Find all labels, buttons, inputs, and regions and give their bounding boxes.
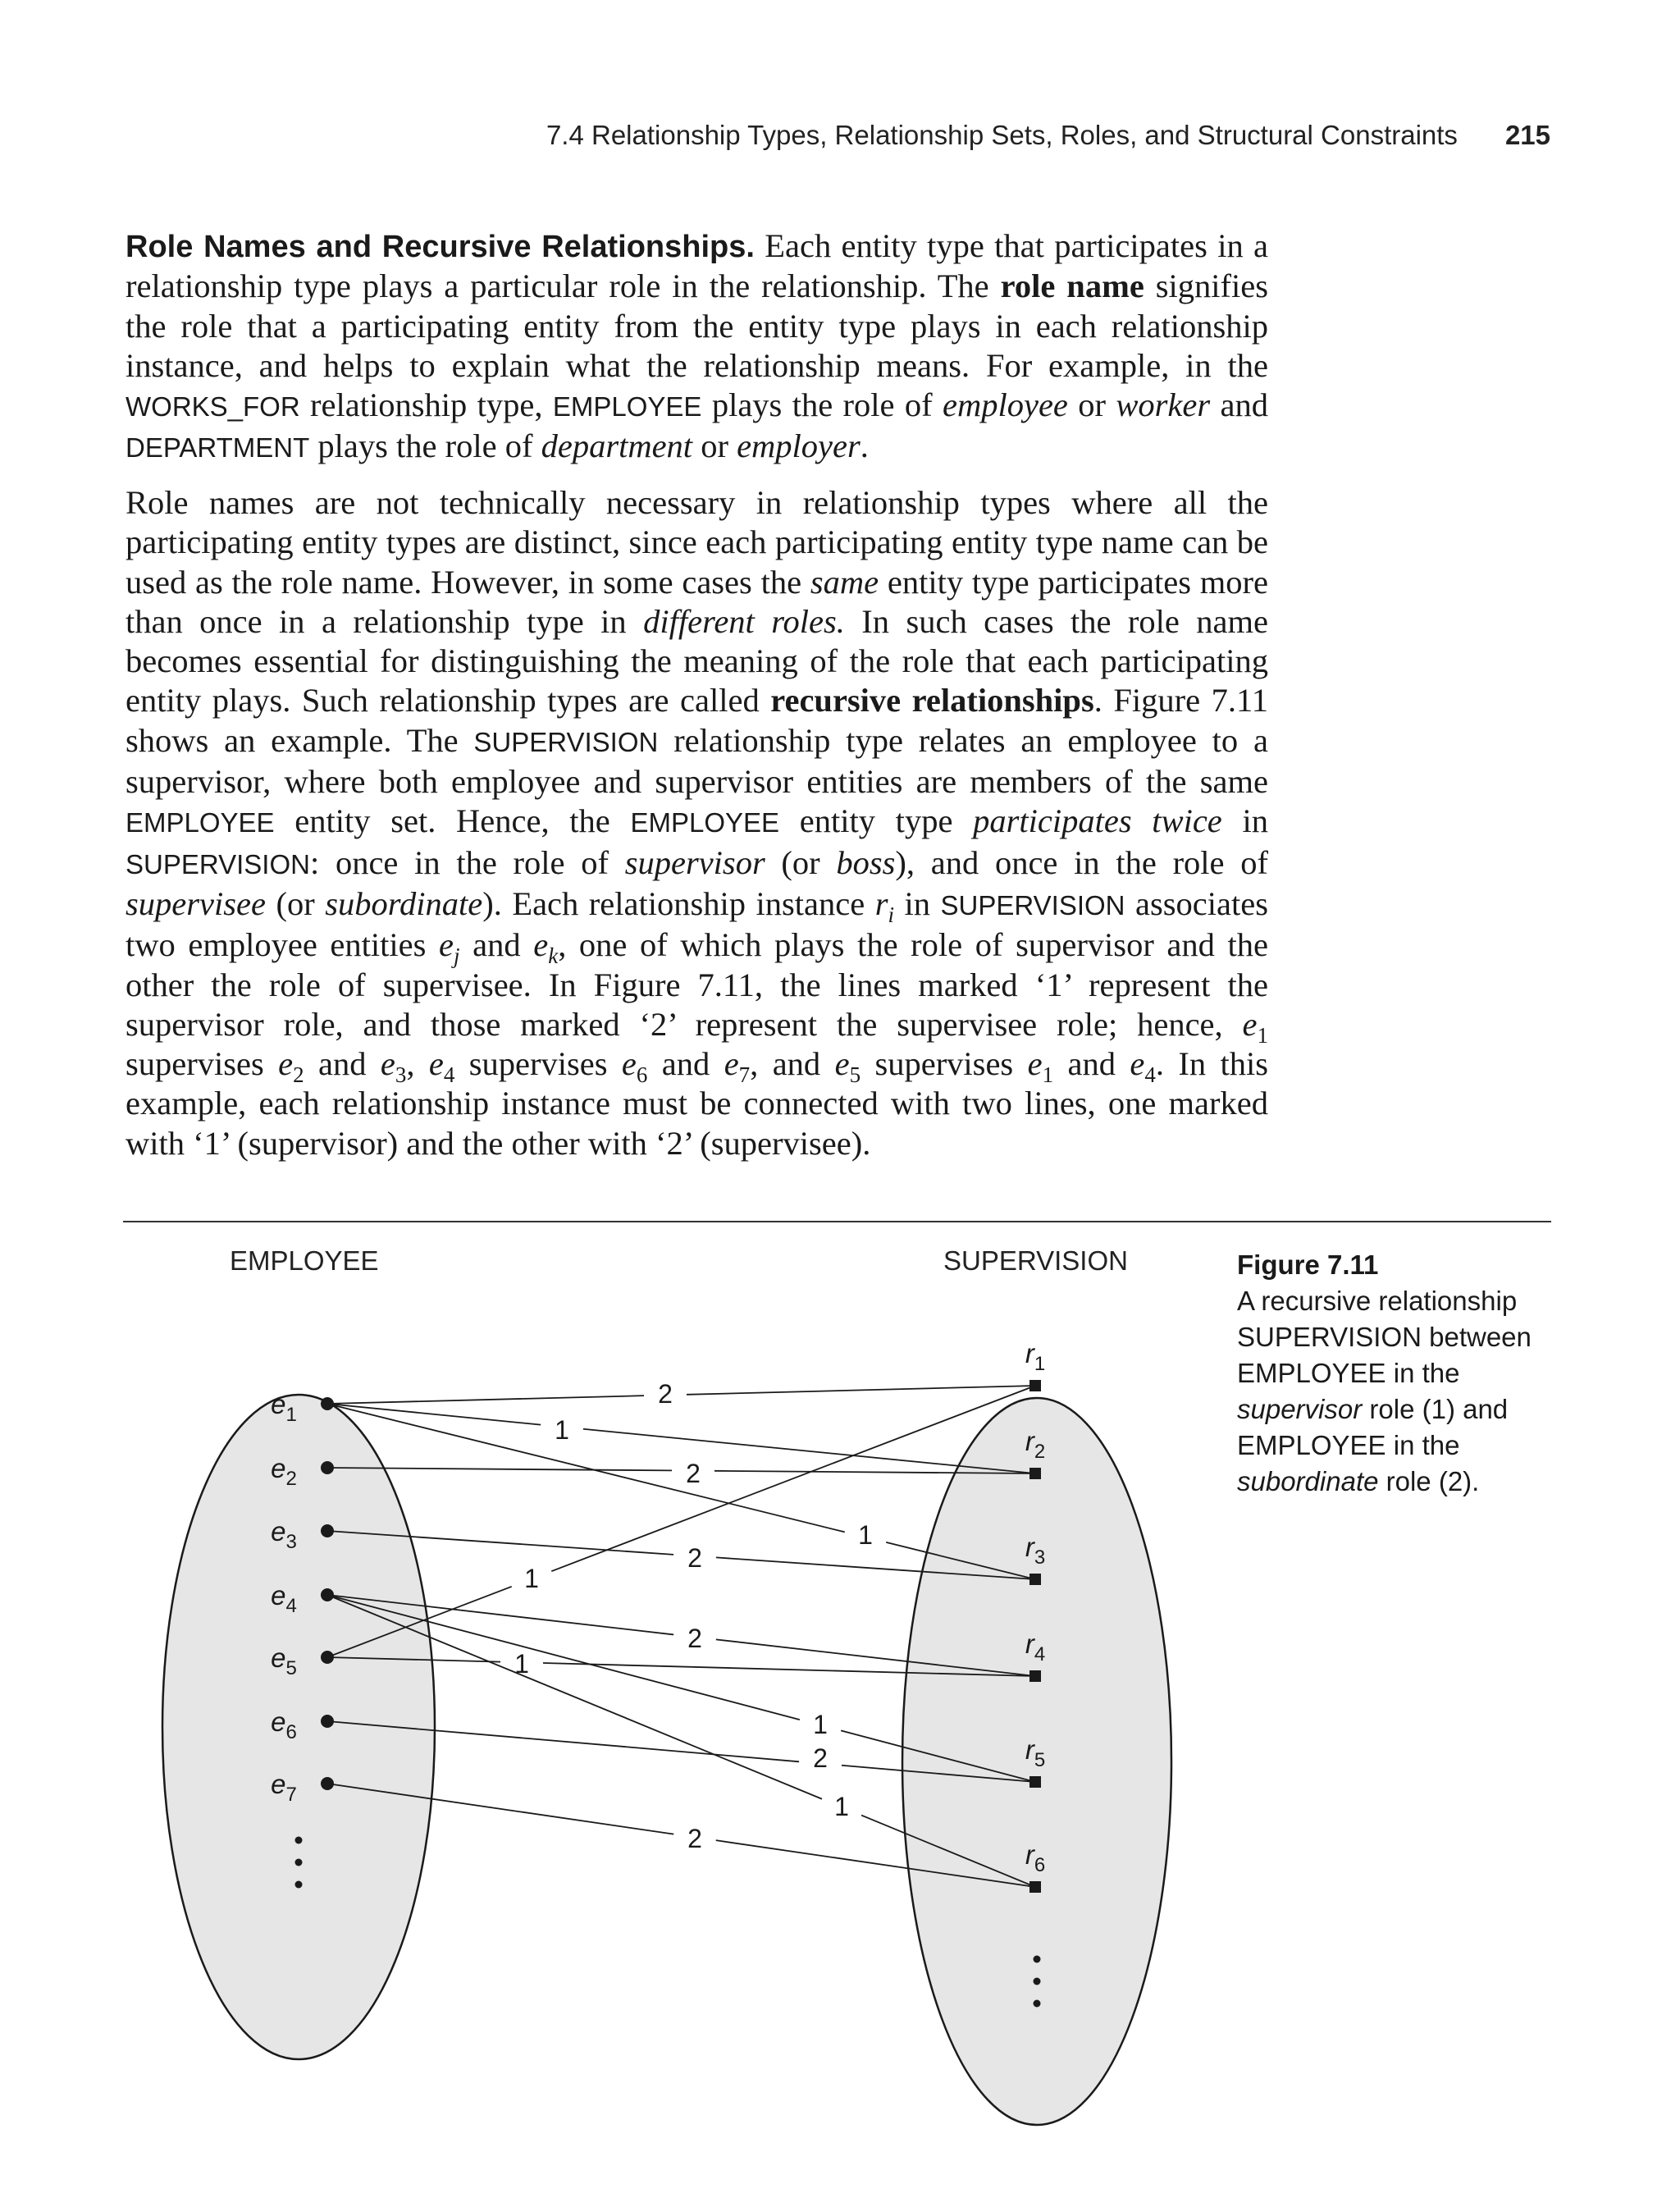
instance-square — [1029, 1881, 1041, 1893]
entity-name: SUPERVISION — [126, 848, 310, 879]
math-var: r — [874, 884, 888, 922]
figure-caption — [1237, 1247, 1549, 1500]
entity-name: EMPLOYEE — [630, 807, 780, 838]
entity-label: $e_5$ — [271, 1642, 297, 1679]
math-subscript: 5 — [849, 1062, 861, 1088]
text-run: (or — [765, 843, 837, 881]
text-run: relationship type, — [299, 386, 553, 424]
ellipsis-dot — [295, 1881, 303, 1889]
text-run: in — [894, 884, 941, 922]
instance-square — [1029, 1468, 1041, 1479]
text-run: associates two employee entities — [126, 884, 1268, 964]
instance-square — [1029, 1776, 1041, 1788]
math-subscript: 6 — [636, 1062, 648, 1088]
page-number: 215 — [1504, 120, 1550, 150]
entity-label: $e_1$ — [271, 1389, 297, 1426]
instance-label: $r_6$ — [1025, 1839, 1046, 1876]
math-subscript: 4 — [443, 1062, 455, 1088]
relationship-link — [327, 1379, 1035, 1409]
role-label: 1 — [524, 1564, 539, 1593]
math-var: e — [428, 1045, 444, 1083]
link-segment — [687, 1386, 1035, 1395]
math-subscript: 3 — [395, 1062, 407, 1088]
role-label: 1 — [813, 1710, 828, 1739]
emphasis: subordinate — [325, 884, 483, 922]
entity-name: DEPARTMENT — [126, 432, 310, 464]
supervision-set-title: SUPERVISION — [943, 1245, 1128, 1276]
entity-label: $e_6$ — [271, 1706, 297, 1743]
role-label: 2 — [686, 1459, 701, 1488]
text-run: , — [406, 1045, 429, 1083]
link-segment — [327, 1396, 644, 1404]
role-label: 1 — [555, 1415, 569, 1445]
entity-dot — [321, 1397, 334, 1410]
ellipsis-dot — [1034, 1978, 1041, 1985]
emphasis: supervisor — [624, 843, 765, 881]
entity-label: $e_7$ — [271, 1769, 297, 1806]
text-run: entity set. Hence, the — [274, 802, 631, 840]
emphasis: participates twice — [973, 802, 1222, 840]
entity-dot — [321, 1524, 334, 1537]
text-run: supervises — [454, 1045, 622, 1083]
instance-square — [1029, 1380, 1041, 1391]
emphasis: same — [810, 563, 879, 601]
math-subscript: j — [453, 943, 460, 969]
role-label: 2 — [813, 1743, 828, 1773]
text-run: . — [860, 427, 869, 465]
instance-label: $r_3$ — [1025, 1532, 1046, 1569]
text-run: : once in the role of — [309, 843, 625, 881]
text-run: relationship type relates an employee to a supervisor, where both employee and supervisor entities are members of the same — [126, 721, 1268, 801]
text-run: Role names are not technically necessary in relationship types where all the participating entity types are distinct, since each participating entity type name can be used as the role name. However, in some cases the — [126, 484, 1268, 601]
entity-name: SUPERVISION — [473, 726, 659, 757]
text-run: or — [1067, 386, 1116, 424]
caption-line: SUPERVISION between — [1237, 1322, 1532, 1352]
emphasis: employer — [737, 427, 861, 465]
instance-label: $r_2$ — [1025, 1426, 1046, 1463]
math-var: e — [1130, 1045, 1145, 1083]
emphasis: supervisee — [126, 884, 266, 922]
text-run: and — [1210, 386, 1268, 424]
text-run: in — [1221, 802, 1268, 840]
math-subscript: 7 — [738, 1062, 751, 1088]
entity-name: WORKS_FOR — [126, 391, 300, 423]
math-var: e — [1027, 1045, 1043, 1083]
emphasis: different roles. — [643, 602, 845, 640]
role-label: 2 — [658, 1379, 673, 1409]
math-var: e — [724, 1045, 739, 1083]
caption-line: EMPLOYEE in the — [1237, 1430, 1460, 1460]
text-run: Each entity type that participates in a relationship type plays a particular role in the relationship. The — [126, 227, 1268, 305]
caption-text: role (1) and — [1362, 1394, 1509, 1424]
math-subscript: 4 — [1144, 1062, 1156, 1088]
instance-label: $r_1$ — [1025, 1338, 1046, 1375]
instance-label: $r_4$ — [1025, 1629, 1046, 1665]
entity-label: $e_4$ — [271, 1580, 297, 1617]
math-var: e — [439, 926, 454, 964]
text-run: , and — [750, 1045, 835, 1083]
caption-line — [1237, 1391, 1549, 1428]
entity-label: $e_3$ — [271, 1516, 297, 1553]
math-var: e — [533, 926, 549, 964]
math-var: e — [380, 1045, 395, 1083]
role-label: 1 — [858, 1520, 873, 1550]
runin-heading: Role Names and Recursive Relationships. — [126, 230, 755, 264]
term-recursive-relationships: recursive relationships — [770, 682, 1094, 720]
role-label: 2 — [687, 1624, 702, 1653]
text-run: ), and once in the role of — [895, 843, 1268, 881]
math-subscript: 2 — [293, 1062, 304, 1088]
math-var: e — [834, 1045, 850, 1083]
text-run: and — [459, 926, 534, 964]
role-label: 2 — [687, 1543, 702, 1573]
text-run: entity type — [779, 802, 974, 840]
text-run: In such cases the role name becomes essential for distinguishing the meaning of the role that each participating entity plays. Such relationship types are called — [126, 602, 1269, 720]
caption-line — [1237, 1464, 1549, 1500]
entity-name: EMPLOYEE — [552, 391, 702, 423]
text-run: supervises — [126, 1045, 279, 1083]
entity-dot — [321, 1651, 334, 1664]
entity-dot — [321, 1461, 334, 1474]
text-run: , one of which plays the role of supervisor and the other the role of supervisee. In Figure 7.11, the lines marked ‘1’ represent the supervisor role, and those marked ‘2’ represent the supervisee role; hence, — [126, 926, 1268, 1043]
entity-dot — [321, 1588, 334, 1601]
text-run: signifies the role that a participating entity from the entity type plays in each relationship instance, and helps to explain what the relationship means. For example, in the — [126, 267, 1268, 384]
ellipsis-dot — [295, 1837, 303, 1844]
instance-label: $r_5$ — [1025, 1734, 1046, 1771]
role-label: 1 — [834, 1792, 849, 1821]
relationship-link — [327, 1404, 1035, 1579]
caption-emphasis: subordinate — [1237, 1466, 1379, 1496]
math-var: e — [621, 1045, 637, 1083]
relationship-instance — [1025, 1338, 1045, 1391]
text-run: plays the role of — [701, 386, 943, 424]
entity-label: $e_2$ — [271, 1453, 297, 1490]
entity-dot — [321, 1777, 334, 1790]
math-subscript: i — [888, 902, 895, 927]
text-run: ). Each relationship instance — [482, 884, 875, 922]
role-label: 2 — [687, 1824, 702, 1853]
instance-square — [1029, 1670, 1041, 1682]
term-role-name: role name — [1000, 267, 1144, 305]
role-label: 1 — [514, 1649, 529, 1679]
text-run: and — [304, 1045, 381, 1083]
math-subscript: k — [548, 943, 559, 969]
entity-dot — [321, 1715, 334, 1728]
caption-emphasis: supervisor — [1237, 1394, 1363, 1424]
entity-name: EMPLOYEE — [126, 807, 275, 838]
figure-label: Figure 7.11 — [1237, 1249, 1379, 1280]
text-run: and — [1053, 1045, 1130, 1083]
caption-text: role (2). — [1378, 1466, 1480, 1496]
emphasis: employee — [943, 386, 1068, 424]
math-subscript: 1 — [1042, 1062, 1054, 1088]
text-run: . In this example, each relationship instance must be connected with two lines, one marked with ‘1’ (supervisor) and the other with ‘2’ (supervisee). — [126, 1045, 1269, 1162]
text-run: or — [692, 427, 737, 465]
employee-set-title: EMPLOYEE — [230, 1245, 379, 1276]
text-run: . Figure 7.11 shows an example. The — [126, 682, 1268, 759]
math-subscript: 1 — [1257, 1022, 1268, 1048]
caption-line: A recursive relationship — [1237, 1286, 1518, 1316]
ellipsis-dot — [1034, 1956, 1041, 1963]
text-run: entity type participates more than once in a relationship type in — [126, 563, 1268, 640]
text-run: supervises — [861, 1045, 1028, 1083]
emphasis: department — [541, 427, 693, 465]
relationship-link — [327, 1404, 1035, 1473]
caption-line: EMPLOYEE in the — [1237, 1358, 1460, 1388]
ellipsis-dot — [1034, 2000, 1041, 2008]
emphasis: boss — [836, 843, 896, 881]
entity-name: SUPERVISION — [940, 889, 1125, 921]
math-var: e — [278, 1045, 294, 1083]
instance-square — [1029, 1574, 1041, 1585]
emphasis: worker — [1116, 386, 1211, 424]
text-run: (or — [265, 884, 326, 922]
ellipsis-dot — [295, 1859, 303, 1866]
text-run: plays the role of — [309, 427, 541, 465]
text-run: and — [647, 1045, 724, 1083]
section-title: 7.4 Relationship Types, Relationship Sets, Roles, and Structural Constraints — [546, 120, 1458, 150]
math-var: e — [1242, 1005, 1258, 1043]
link-segment — [327, 1404, 541, 1425]
